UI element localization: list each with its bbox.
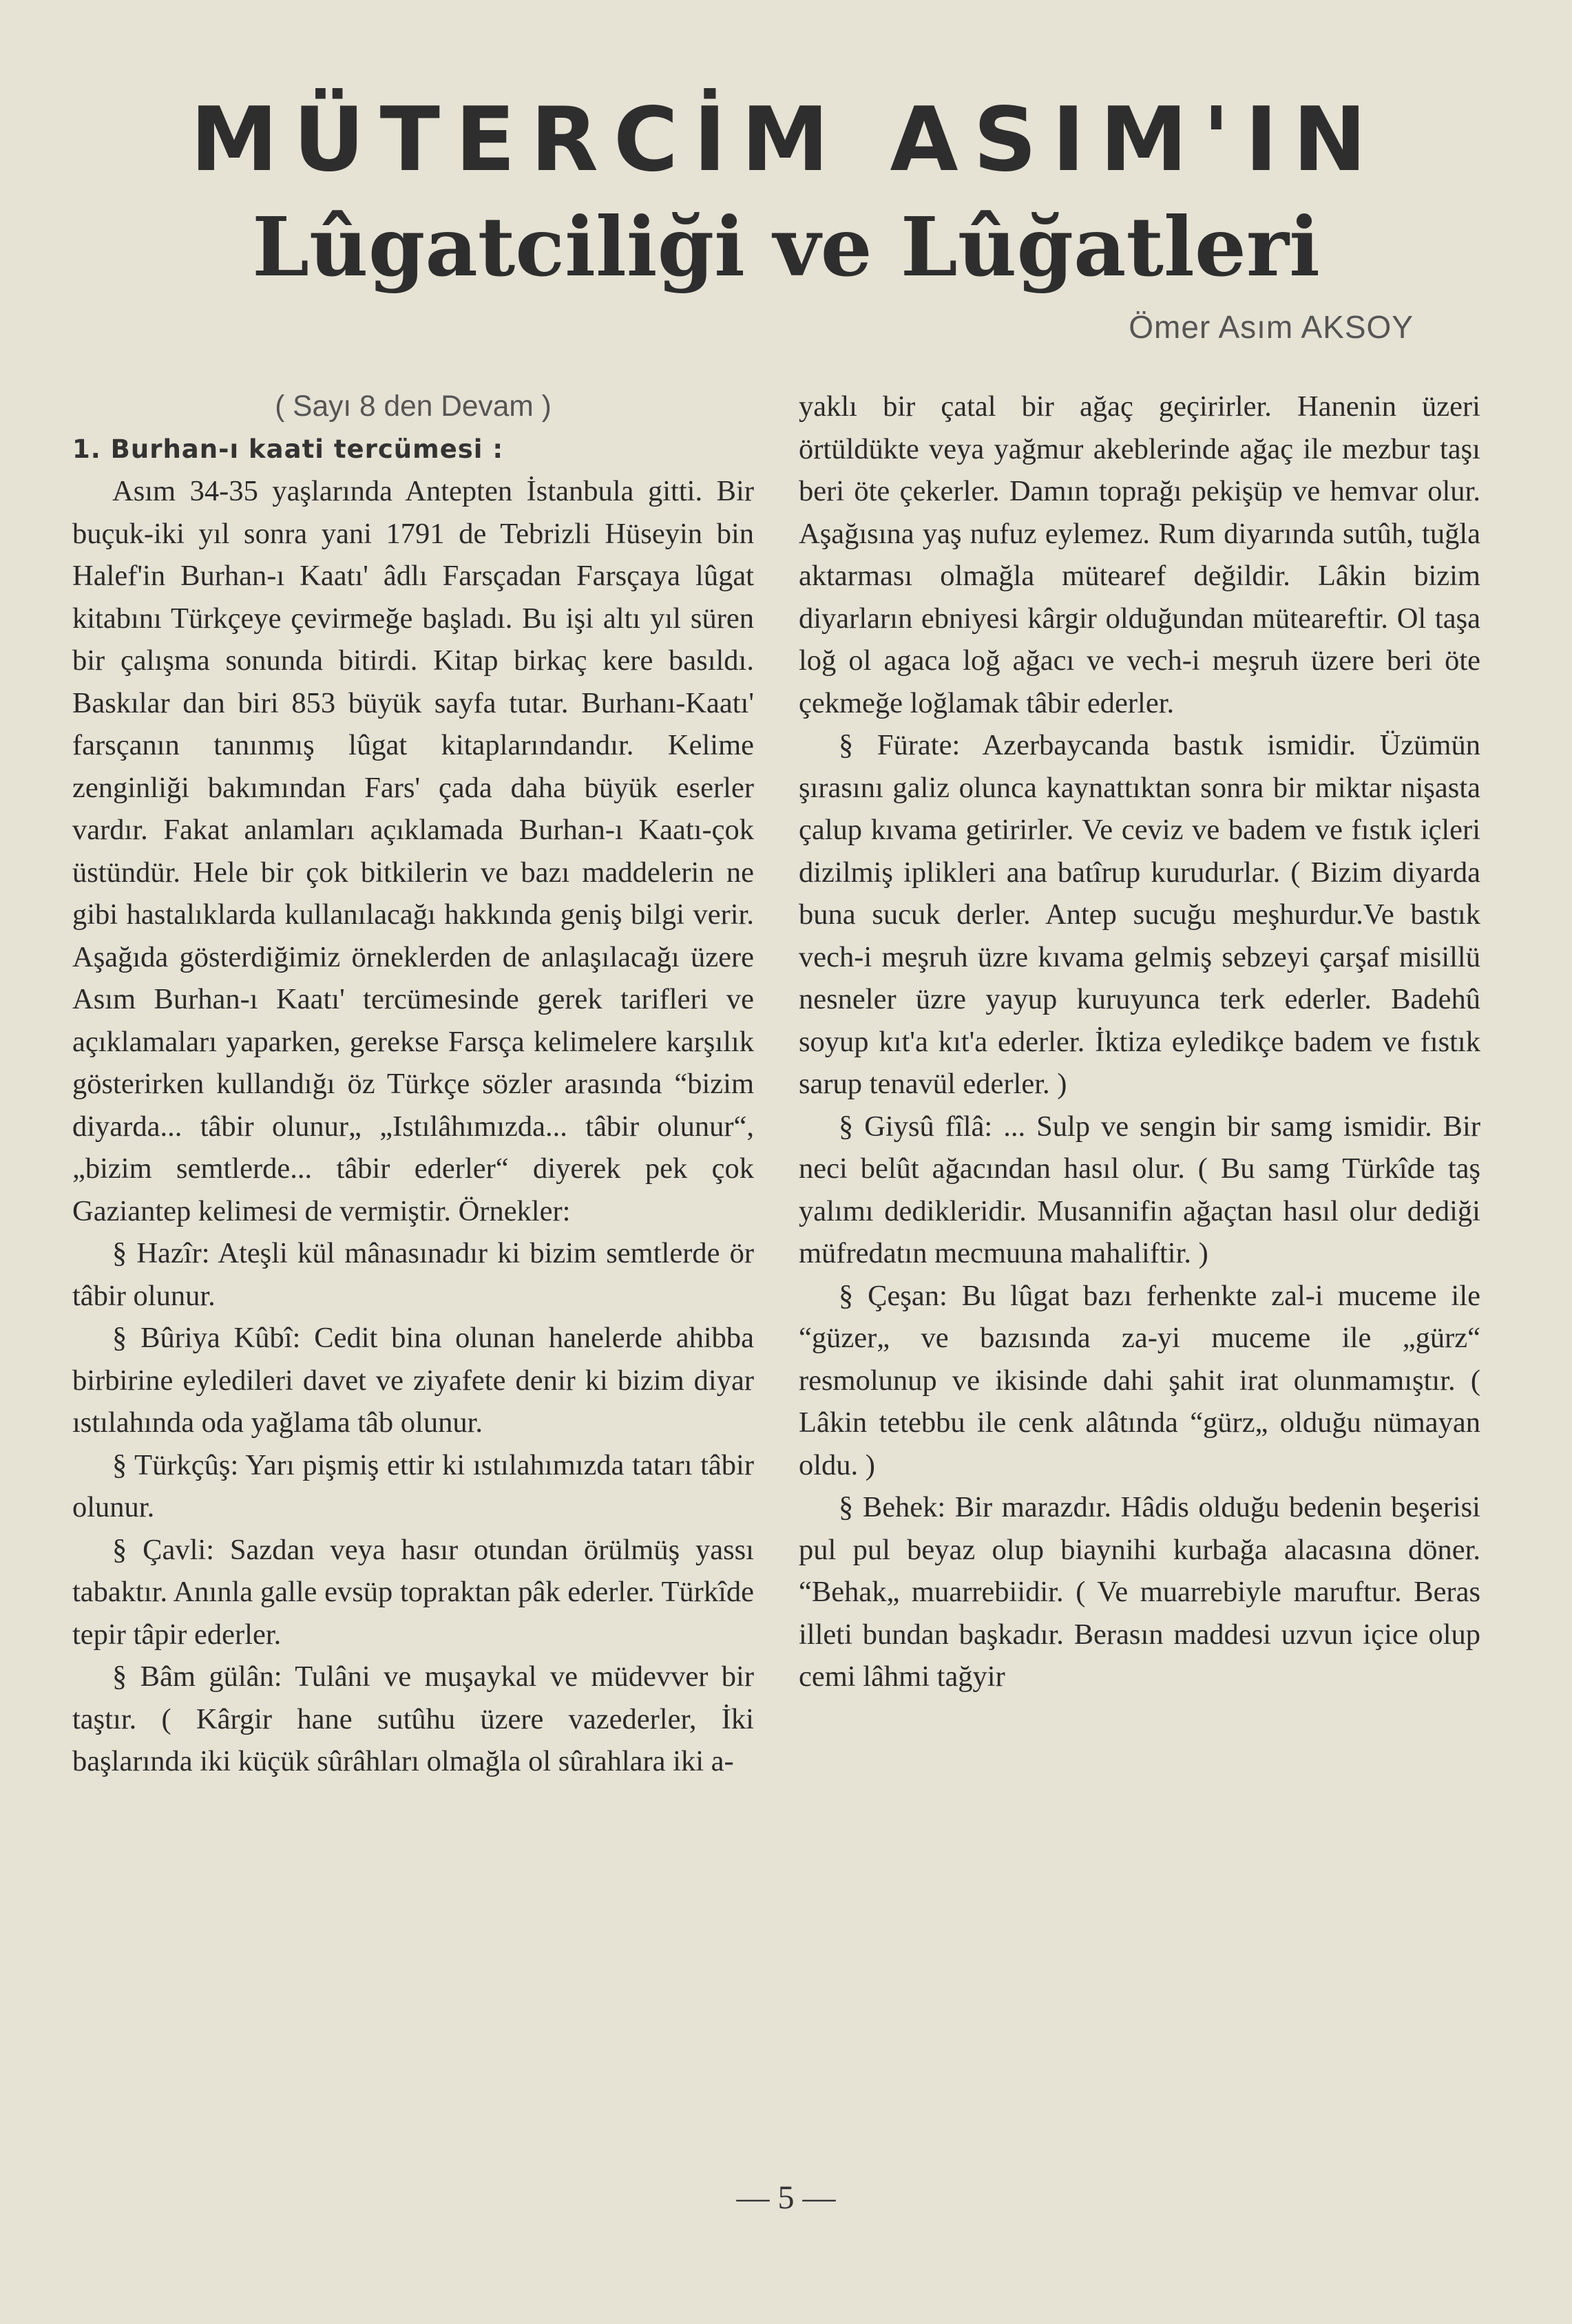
dictionary-entry: § Hazîr: Ateşli kül mânasınadır ki bizim semtlerde ör tâbir olunur. (72, 1237, 754, 1312)
dictionary-entry: § Fürate: Azerbaycanda bastık ismidir. Üzümün şırasını galiz olunca kaynattıktan sonra bir miktar nişasta çalup kıvama getirirler. Ve ceviz ve badem ve fıstık içleri dizilmiş iplikleri ana batîrup kurudurlar. ( Bizim diyarda buna sucuk derler. Antep sucuğu meşhurdur.Ve bastık vech-i meşruh üzre kıvama gelmiş sebzeyi çarşaf misillü nesneler üzre yayup kuruyunca terk ederler. Badehû soyup kıt'a kıt'a ederler. İktiza eyledikçe badem ve fıstık sarup tenavül ederler. ) (799, 729, 1480, 1100)
dictionary-entry: § Bûriya Kûbî: Cedit bina olunan hanelerde ahibba birbirine eyledileri davet ve ziyafete denir ki bizim diyar ıstılahında oda yağlama tâb olunur. (72, 1322, 754, 1439)
section-heading: 1. Burhan-ı kaati tercümesi : (72, 434, 504, 464)
article-subtitle: Lûgatciliği ve Lûğatleri (252, 199, 1320, 295)
dictionary-entry: § Çeşan: Bu lûgat bazı ferhenkte zal-i muceme ile “güzer„ ve bazısında za-yi muceme ile „gürz“ resmolunup ve ikisinde dahi şahit irat olunmamıştır. ( Lâkin tetebbu ile cenk alâtında “gürz„ olduğu nümayan oldu. ) (799, 1279, 1480, 1481)
left-column (72, 385, 754, 1783)
dictionary-entry: § Behek: Bir marazdır. Hâdis olduğu bedenin beşerisi pul pul beyaz olup biaynihi kurbağa alacasına döner. “Behak„ muarrebiidir. ( Ve muarrebiyle maruftur. Beras illeti bundan başkadır. Berasın maddesi uzvun içice olup cemi lâhmi tağyir (799, 1491, 1480, 1693)
paragraph: Asım 34-35 yaşlarında Antepten İstanbula gitti. Bir buçuk-iki yıl sonra yani 1791 de Tebrizli Hüseyin bin Halef'in Burhan-ı Kaatı' âdlı Farsçadan Farsçaya lûgat kitabını Türkçeye çevirmeğe başladı. Bu işi altı yıl süren bir çalışma sonunda bitirdi. Kitap birkaç kere basıldı. Baskılar dan biri 853 büyük sayfa tutar. Burhanı-Kaatı' farsçanın tanınmış lûgat kitaplarındandır. Kelime zenginliği bakımından Fars' çada daha büyük eserler vardır. Fakat anlamları açıklamada Burhan-ı Kaatı-çok üstündür. Hele bir çok bitkilerin ve bazı maddelerin ne gibi hastalıklarda kullanılacağı hakkında geniş bilgi verir. Aşağıda gösterdiğimiz örneklerden de anlaşılacağı üzere Asım Burhan-ı Kaatı' tercümesinde gerek tarifleri ve açıklamaları yaparken, gerekse Farsça kelimelere karşılık gösterirken kullandığı öz Türkçe sözler arasında “bizim diyarda... tâbir olunur„ „Istılâhımızda... tâbir olunur“, „bizim semtlerde... tâbir ederler“ diyerek pek çok Gaziantep kelimesi de vermiştir. Örnekler: (72, 475, 754, 1227)
dictionary-entry: § Giysû fîlâ: ... Sulp ve sengin bir samg ismidir. Bir neci belût ağacından hasıl olur. ( Bu samg Türkîde taş yalımı dedikleridir. Musannifin ağaçtan hasıl olur dediği müfredatın mecmuuna mahaliftir. ) (799, 1110, 1480, 1269)
dictionary-entry: § Türkçûş: Yarı pişmiş ettir ki ıstılahımızda tatarı tâbir olunur. (72, 1448, 754, 1523)
author-name: Ömer Asım AKSOY (1129, 309, 1414, 345)
page-number: — 5 — (736, 2179, 836, 2216)
article-title: MÜTERCİM ASIM'IN (190, 89, 1382, 191)
dictionary-entry: § Bâm gülân: Tulâni ve muşaykal ve müdevver bir taştır. ( Kârgir hane sutûhu üzere vazederler, İki başlarında iki küçük sûrâhları olmağla ol sûrahlara iki a- (72, 1660, 754, 1777)
right-column (799, 385, 1480, 1698)
paragraph: yaklı bir çatal bir ağaç geçirirler. Hanenin üzeri örtüldükte veya yağmur akeblerinde ağaç ile mezbur taşı beri öte çekerler. Damın toprağı pekişüp ve hemvar olur. Aşağısına yaş nufuz eylemez. Rum diyarında sutûh, tuğla aktarması olmağla mütearef değildir. Lâkin bizim diyarların ebniyesi kârgir olduğundan müteareftir. Ol taşa loğ ol agaca loğ ağacı ve vech-i meşruh üzere beri öte çekmeğe loğlamak tâbir ederler. (799, 390, 1480, 719)
dictionary-entry: § Çavli: Sazdan veya hasır otundan örülmüş yassı tabaktır. Anınla galle evsüp topraktan pâk ederler. Türkîde tepir tâpir ederler. (72, 1533, 754, 1651)
continued-note: ( Sayı 8 den Devam ) (275, 390, 552, 423)
